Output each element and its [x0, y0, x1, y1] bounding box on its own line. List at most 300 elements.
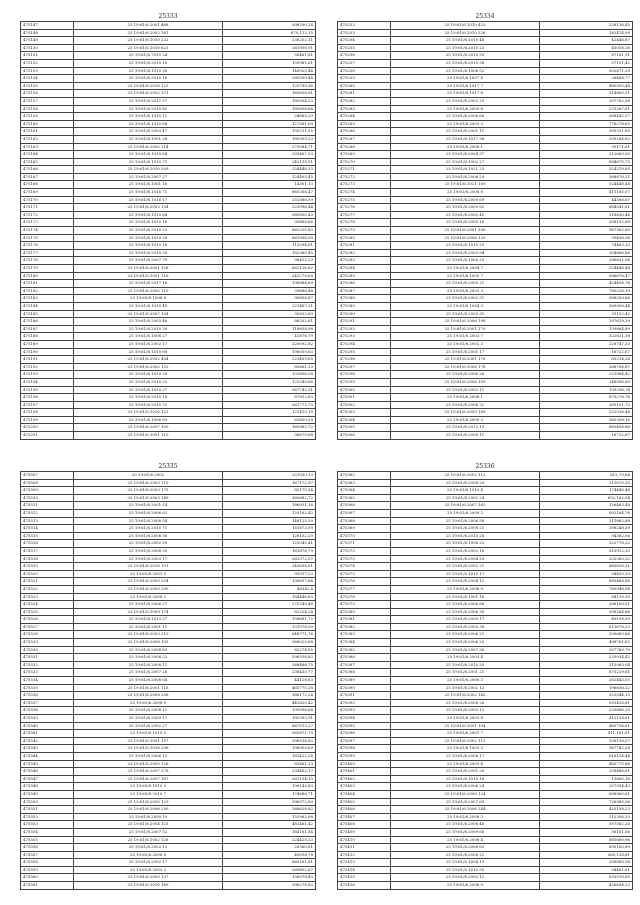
row-id-cell: 475373 — [338, 555, 391, 563]
amount-cell: 31102,42 — [540, 310, 633, 318]
row-id-cell: 475165 — [21, 158, 74, 166]
table-row — [21, 821, 316, 829]
table-row — [338, 44, 633, 52]
table-row — [338, 578, 633, 586]
amount-cell: 695160,89 — [540, 844, 633, 852]
table-row — [338, 677, 633, 685]
row-id-cell: 475372 — [338, 547, 391, 555]
table-row — [21, 517, 316, 525]
row-id-cell: 475375 — [338, 570, 391, 578]
amount-cell: 238435,77 — [223, 669, 316, 677]
amount-cell: 367742,51 — [223, 386, 316, 394]
row-id-cell: 475302 — [338, 401, 391, 409]
row-id-cell: 475552 — [21, 813, 74, 821]
row-id-cell: 475527 — [21, 623, 74, 631]
amount-cell: 223459,65 — [223, 356, 316, 364]
table-row — [21, 265, 316, 273]
code-cell: 25 19:61/6.2008 105 — [74, 639, 223, 647]
code-cell: 25 19:61/6.1001 110 — [74, 432, 223, 440]
amount-cell: 652,162,04 — [540, 494, 633, 502]
table-row — [338, 563, 633, 571]
amount-cell: 125799,36 — [223, 82, 316, 90]
row-id-cell: 475395 — [338, 722, 391, 730]
amount-cell: 56461,81 — [223, 52, 316, 60]
code-cell: 25 19:61/6.2008 21 — [391, 525, 540, 533]
code-cell: 25 19:61/6.1010 425 — [391, 22, 540, 30]
code-cell: 25 19:61/6.2003 137 — [74, 874, 223, 882]
code-cell: 25 19:61/6.2009 3 — [391, 509, 540, 517]
amount-cell: 207782,38 — [540, 97, 633, 105]
table-row — [21, 874, 316, 882]
table-row — [21, 828, 316, 836]
code-cell: 25 19:61/6.2006 24 — [391, 783, 540, 791]
row-id-cell: 475560 — [21, 874, 74, 882]
amount-cell: 536116,57 — [540, 737, 633, 745]
code-cell: 25 19:61/6.2007 167 — [74, 775, 223, 783]
code-cell: 25 19:61/6.2002 29 — [391, 97, 540, 105]
code-cell: 25 19:61/6.2007 65 — [391, 798, 540, 806]
code-cell: 25 19:61/6.2006 4 — [391, 836, 540, 844]
table-row — [338, 287, 633, 295]
code-cell: 25 19:61/6.2001 17 — [391, 348, 540, 356]
amount-cell: 397582,26 — [540, 821, 633, 829]
code-cell: 25 19:61/6.2006 13 — [74, 752, 223, 760]
amount-cell: 684675,75 — [540, 158, 633, 166]
code-cell: 25 19:61/6.1006 244 — [391, 806, 540, 814]
row-id-cell: 475262 — [338, 97, 391, 105]
row-id-cell: 475517 — [21, 547, 74, 555]
code-cell: 25 19:61/6.1010 68 — [74, 120, 223, 128]
table-row — [21, 760, 316, 768]
table-row — [21, 257, 316, 265]
row-id-cell: 475158 — [21, 105, 74, 113]
page-25336 — [337, 463, 633, 890]
row-id-cell: 475196 — [21, 394, 74, 402]
table-row — [21, 472, 316, 480]
table-row — [21, 715, 316, 723]
table-row — [338, 669, 633, 677]
row-id-cell: 475535 — [21, 684, 74, 692]
table-row — [21, 555, 316, 563]
code-cell: 25 19:61/6.2006 21 — [391, 631, 540, 639]
row-id-cell: 475382 — [338, 623, 391, 631]
table-row — [338, 517, 633, 525]
code-cell: 25 19:61/6.1010 169 — [74, 882, 223, 890]
row-id-cell: 475304 — [338, 416, 391, 424]
table-row — [21, 882, 316, 890]
code-cell: 25 19:61/6.2003 149 — [74, 494, 223, 502]
row-id-cell: 475397 — [338, 737, 391, 745]
row-id-cell: 475399 — [338, 752, 391, 760]
code-cell: 25 19:61/6.2003 17 — [74, 555, 223, 563]
code-cell: 25 19:61/6.2002 59 — [74, 540, 223, 548]
code-cell: 25 19:61/6.2007 27 — [74, 173, 223, 181]
row-id-cell: 475391 — [338, 692, 391, 700]
table-row — [21, 416, 316, 424]
amount-cell: 39436,96 — [540, 234, 633, 242]
row-id-cell: 475543 — [21, 745, 74, 753]
row-id-cell: 475147 — [21, 22, 74, 30]
row-id-cell: 475370 — [338, 532, 391, 540]
code-cell: 25 19:61/6.1016 71 — [74, 189, 223, 197]
amount-cell: 150211,55 — [223, 128, 316, 136]
row-id-cell: 475530 — [21, 646, 74, 654]
page-25333 — [20, 13, 316, 440]
amount-cell: 44128,83 — [223, 677, 316, 685]
table-row — [338, 783, 633, 791]
row-id-cell: 475295 — [338, 348, 391, 356]
code-cell: 25 19:61/6.2010 39 — [74, 325, 223, 333]
amount-cell: 508290,24 — [223, 22, 316, 30]
row-id-cell: 475200 — [21, 424, 74, 432]
code-cell: 25 19:61/6.2009 8 — [391, 105, 540, 113]
code-cell: 25 19:61/6.2006 63 — [391, 844, 540, 852]
row-id-cell: 475407 — [338, 813, 391, 821]
amount-cell: 265101,72 — [540, 401, 633, 409]
code-cell: 25 19:61/6.2008 64 — [74, 677, 223, 685]
amount-cell: 39686,48 — [223, 287, 316, 295]
code-cell: 25 19:61/6.2001 4 — [391, 760, 540, 768]
row-id-cell: 475376 — [338, 578, 391, 586]
code-cell: 25 19:61/6.2006 30 — [391, 608, 540, 616]
table-row — [338, 692, 633, 700]
code-cell: 25 19:61/6.1010 4 — [391, 487, 540, 495]
amount-cell: 324219,85 — [540, 166, 633, 174]
amount-cell: 30868,66 — [223, 219, 316, 227]
amount-cell: 223996,44 — [223, 204, 316, 212]
amount-cell: 98412,23 — [223, 257, 316, 265]
amount-cell: 251030,13 — [223, 472, 316, 480]
table-row — [21, 211, 316, 219]
table-row — [21, 563, 316, 571]
table-row — [338, 593, 633, 601]
table-row — [338, 623, 633, 631]
amount-cell: 164161,84 — [223, 828, 316, 836]
amount-cell: 126463,48 — [540, 502, 633, 510]
code-cell: 25 19:61/6.1021 23 — [391, 166, 540, 174]
table-row — [21, 340, 316, 348]
code-cell: 25 19:61/6.2007 79 — [74, 257, 223, 265]
row-id-cell: 475258 — [338, 67, 391, 75]
table-row — [21, 502, 316, 510]
row-id-cell: 475368 — [338, 517, 391, 525]
table-row — [21, 97, 316, 105]
amount-cell: 318630,46 — [540, 211, 633, 219]
code-cell: 25 19:61/6.2006 17 — [391, 752, 540, 760]
code-cell: 25 19:61/6.2002 121 — [74, 90, 223, 98]
row-id-cell: 475267 — [338, 135, 391, 143]
row-id-cell: 475533 — [21, 669, 74, 677]
amount-cell: 121045,41 — [223, 540, 316, 548]
table-row — [338, 348, 633, 356]
code-cell: 25 19:61/6.1002 126 — [74, 836, 223, 844]
row-id-cell: 475171 — [21, 204, 74, 212]
row-id-cell: 475294 — [338, 340, 391, 348]
amount-cell: 243636,61 — [223, 563, 316, 571]
amount-cell: 221467,31 — [223, 302, 316, 310]
amount-cell: 368020,68 — [223, 639, 316, 647]
code-cell: 25 19:61/6.2010 33 — [391, 52, 540, 60]
table-row — [21, 287, 316, 295]
code-cell: 25 19:61/6.2006 86 — [391, 601, 540, 609]
code-cell: 25 19:61/6.2004 29 — [391, 555, 540, 563]
table-row — [338, 22, 633, 30]
amount-cell: 235934,42 — [540, 654, 633, 662]
table-row — [338, 128, 633, 136]
row-id-cell: 475170 — [21, 196, 74, 204]
amount-cell: 635519,89 — [540, 874, 633, 882]
table-row — [21, 866, 316, 874]
amount-cell: 45058,26 — [540, 44, 633, 52]
table-row — [338, 280, 633, 288]
table-row — [21, 143, 316, 151]
row-id-cell: 475152 — [21, 59, 74, 67]
table-row — [338, 120, 633, 128]
table-row — [21, 752, 316, 760]
table-row — [21, 639, 316, 647]
row-id-cell: 475362 — [338, 472, 391, 480]
code-cell: 25 19:61/6.2007 104 — [74, 310, 223, 318]
table-row — [338, 760, 633, 768]
row-id-cell: 475558 — [21, 859, 74, 867]
table-row — [21, 234, 316, 242]
amount-cell: 268706,87 — [540, 363, 633, 371]
code-cell: 25 19:61/6.2003 204 — [74, 578, 223, 586]
row-id-cell: 475271 — [338, 166, 391, 174]
row-id-cell: 475536 — [21, 692, 74, 700]
row-id-cell: 475277 — [338, 211, 391, 219]
table-row — [338, 242, 633, 250]
table-row — [338, 631, 633, 639]
code-cell: 25 19:61/6.1010 71 — [74, 158, 223, 166]
row-id-cell: 475521 — [21, 578, 74, 586]
amount-cell: 885660,96 — [540, 836, 633, 844]
amount-cell: 113294,61 — [223, 242, 316, 250]
data-table — [337, 21, 633, 440]
code-cell: 25 19:61/6.2005 169 — [391, 409, 540, 417]
amount-cell: 465775,88 — [540, 760, 633, 768]
code-cell: 25 19:61/6.2003 46 — [74, 318, 223, 326]
row-id-cell: 475365 — [338, 494, 391, 502]
code-cell: 25 19:61/6.2002 112 — [391, 472, 540, 480]
row-id-cell: 475293 — [338, 333, 391, 341]
code-cell: 25 19:61/6.1010 68 — [74, 348, 223, 356]
code-cell: 25 19:61/6.2000 3 — [391, 416, 540, 424]
code-cell: 25 19:61/6.2008 21 — [391, 851, 540, 859]
amount-cell: 568442,57 — [540, 113, 633, 121]
amount-cell: 87812,83 — [223, 394, 316, 402]
table-row — [21, 525, 316, 533]
amount-cell: 385850,43 — [223, 211, 316, 219]
row-id-cell: 475392 — [338, 699, 391, 707]
code-cell: 25 19:61/6.2003 12 — [391, 707, 540, 715]
amount-cell: 83661,23 — [223, 760, 316, 768]
table-row — [338, 836, 633, 844]
amount-cell: 228136,45 — [540, 22, 633, 30]
table-row — [21, 608, 316, 616]
table-row — [21, 790, 316, 798]
code-cell: 25 19:61/6.2010 18 — [74, 394, 223, 402]
row-id-cell: 475396 — [338, 730, 391, 738]
code-cell: 25 19:61/6.1010 28 — [74, 234, 223, 242]
amount-cell: 160682,72 — [223, 494, 316, 502]
table-row — [21, 348, 316, 356]
code-cell: 25 19:61/6.2010 7 — [74, 790, 223, 798]
row-id-cell: 475182 — [21, 287, 74, 295]
row-id-cell: 475416 — [338, 882, 391, 890]
table-row — [338, 722, 633, 730]
amount-cell: 242115,51 — [223, 158, 316, 166]
row-id-cell: 475520 — [21, 570, 74, 578]
table-row — [21, 859, 316, 867]
table-row — [21, 204, 316, 212]
table-row — [21, 616, 316, 624]
row-id-cell: 475547 — [21, 775, 74, 783]
code-cell: 25 19:61/6.1010 27 — [74, 386, 223, 394]
code-cell: 25 19:61/6.1017 36 — [391, 135, 540, 143]
table-row — [21, 29, 316, 37]
amount-cell: 133696,08 — [223, 371, 316, 379]
table-row — [21, 310, 316, 318]
amount-cell: 324448,48 — [540, 265, 633, 273]
row-id-cell: 475148 — [21, 29, 74, 37]
table-row — [21, 509, 316, 517]
amount-cell: 263372,07 — [223, 555, 316, 563]
code-cell: 25 19:61/6.2002 113 — [391, 737, 540, 745]
table-row — [21, 302, 316, 310]
row-id-cell: 475525 — [21, 608, 74, 616]
amount-cell: 182414,99 — [540, 29, 633, 37]
row-id-cell: 475297 — [338, 363, 391, 371]
amount-cell: 323544,15 — [540, 692, 633, 700]
row-id-cell: 475280 — [338, 234, 391, 242]
amount-cell: 611676,23 — [540, 623, 633, 631]
row-id-cell: 475169 — [21, 189, 74, 197]
table-row — [338, 616, 633, 624]
row-id-cell: 475516 — [21, 540, 74, 548]
code-cell: 25 19:61/6.2009 66 — [391, 828, 540, 836]
row-id-cell: 475537 — [21, 699, 74, 707]
amount-cell: 304666,86 — [540, 249, 633, 257]
row-id-cell: 475557 — [21, 851, 74, 859]
row-id-cell: 475290 — [338, 310, 391, 318]
code-cell: 25 19:61/6.2008 3 — [391, 813, 540, 821]
table-row — [21, 113, 316, 121]
row-id-cell: 475192 — [21, 363, 74, 371]
row-id-cell: 475299 — [338, 378, 391, 386]
row-id-cell: 475386 — [338, 654, 391, 662]
page-number: 25334 — [475, 13, 495, 20]
table-row — [21, 90, 316, 98]
row-id-cell: 475288 — [338, 295, 391, 303]
code-cell: 25 19:61/6.1007 4 — [391, 75, 540, 83]
amount-cell: 182360,45 — [223, 249, 316, 257]
amount-cell: 145920,44 — [223, 67, 316, 75]
code-cell: 25 19:61/6.2008 9 — [74, 699, 223, 707]
code-cell: 25 19:61/6.1006 8 — [74, 295, 223, 303]
code-cell: 25 19:61/6.2008 1 — [391, 394, 540, 402]
amount-cell: 84119,99 — [540, 593, 633, 601]
amount-cell: 49158,39 — [540, 616, 633, 624]
table-row — [21, 409, 316, 417]
code-cell: 25 19:61/6.2002 404 — [74, 356, 223, 364]
code-cell: 25 19:61/6.1013 27 — [74, 616, 223, 624]
code-cell: 25 19:61/6.2003 3 — [74, 866, 223, 874]
code-cell: 25 19:61/6.1001 116 — [74, 272, 223, 280]
amount-cell: 780226,19 — [540, 287, 633, 295]
code-cell: 25 19:61/6.2002 153 — [74, 363, 223, 371]
code-cell: 25 19:61/6.2009 17 — [74, 715, 223, 723]
row-id-cell: 475545 — [21, 760, 74, 768]
amount-cell: 85175,34 — [223, 487, 316, 495]
row-id-cell: 475413 — [338, 859, 391, 867]
amount-cell: 815912,33 — [540, 547, 633, 555]
table-row — [21, 730, 316, 738]
code-cell: 25 19:61/6.2010 18 — [74, 75, 223, 83]
code-cell: 25 19:61/6.2001 21 — [391, 669, 540, 677]
amount-cell: 174446,48 — [540, 487, 633, 495]
table-row — [21, 494, 316, 502]
code-cell: 25 19:61/6.2010 28 — [391, 532, 540, 540]
amount-cell: 441820,42 — [223, 699, 316, 707]
amount-cell: 56161,56 — [540, 828, 633, 836]
code-cell: 25 19:61/6.2002 114 — [74, 143, 223, 151]
code-cell: 25 19:61/6.2001 468 — [74, 22, 223, 30]
table-row — [21, 242, 316, 250]
row-id-cell: 475541 — [21, 730, 74, 738]
table-row — [338, 752, 633, 760]
row-id-cell: 475551 — [21, 806, 74, 814]
table-row — [338, 737, 633, 745]
code-cell: 25 19:61/6.2009 69 — [391, 196, 540, 204]
code-cell: 25 19:61/6.2004 12 — [391, 578, 540, 586]
code-cell: 25 19:61/6.2010 71 — [74, 525, 223, 533]
code-cell: 25 19:61/6.2008 29 — [391, 479, 540, 487]
table-row — [21, 356, 316, 364]
row-id-cell: 475274 — [338, 189, 391, 197]
amount-cell: 390251,85 — [540, 128, 633, 136]
row-id-cell: 475523 — [21, 593, 74, 601]
code-cell: 25 19:61/6.2002 45 — [391, 211, 540, 219]
amount-cell: 160962,72 — [223, 424, 316, 432]
row-id-cell: 475394 — [338, 715, 391, 723]
row-id-cell: 475544 — [21, 752, 74, 760]
row-id-cell: 475393 — [338, 707, 391, 715]
amount-cell: 254448,33 — [223, 166, 316, 174]
table-row — [338, 234, 633, 242]
table-row — [338, 730, 633, 738]
amount-cell: 412128,61 — [540, 715, 633, 723]
code-cell: 25 19:61/6.2006 28 — [391, 371, 540, 379]
row-id-cell: 475259 — [338, 75, 391, 83]
row-id-cell: 475549 — [21, 790, 74, 798]
row-id-cell: 475528 — [21, 631, 74, 639]
table-row — [21, 844, 316, 852]
row-id-cell: 475513 — [21, 517, 74, 525]
amount-cell: 398248,39 — [540, 525, 633, 533]
code-cell: 25 19:61/6.1010 228 — [391, 29, 540, 37]
amount-cell: 368676,21 — [540, 173, 633, 181]
row-id-cell: 475298 — [338, 371, 391, 379]
code-cell: 25 19:61/6.2006 20 — [391, 639, 540, 647]
amount-cell: 465736,61 — [540, 722, 633, 730]
amount-cell: 875276,76 — [540, 394, 633, 402]
amount-cell: 892164,76 — [540, 509, 633, 517]
amount-cell: 121415,18 — [223, 409, 316, 417]
amount-cell: 153962,08 — [223, 813, 316, 821]
amount-cell: 166172,24 — [223, 692, 316, 700]
amount-cell: 879,112,35 — [223, 29, 316, 37]
